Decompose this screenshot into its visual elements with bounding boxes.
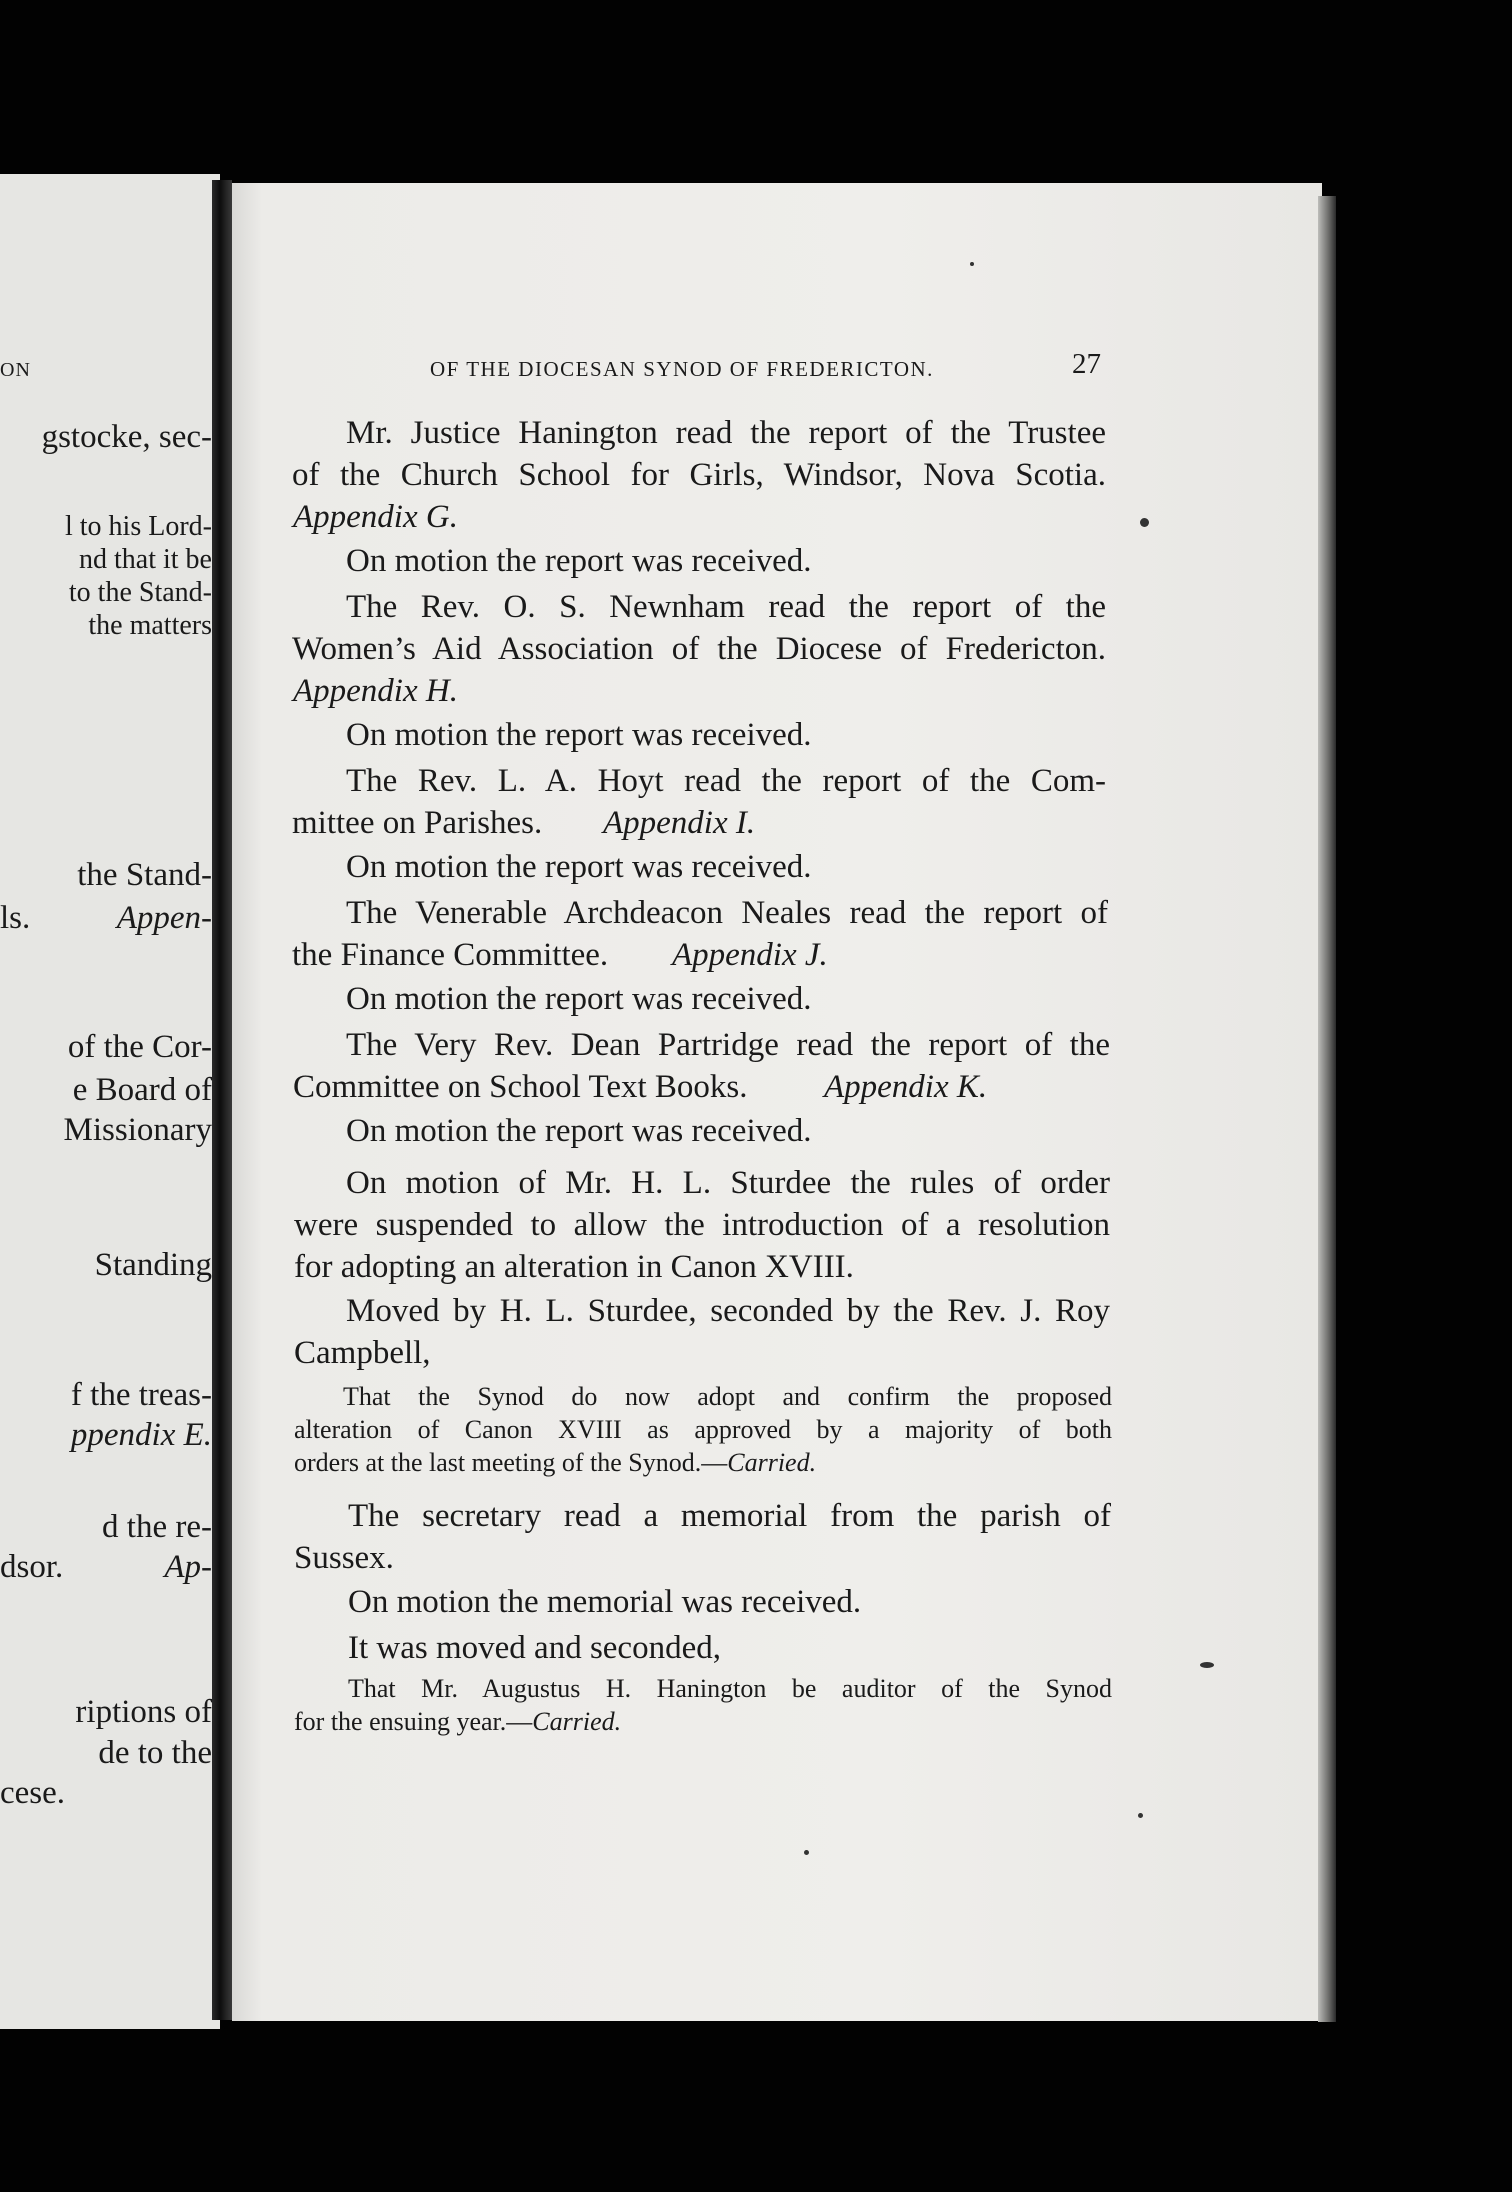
left-line: Standing xyxy=(94,1247,212,1283)
text-line: Mr. Justice Hanington read the report of the Trustee xyxy=(346,415,1106,451)
appendix-ref: Appendix H. xyxy=(293,673,458,709)
text-line: On motion the memorial was received. xyxy=(348,1584,862,1620)
left-page xyxy=(0,174,220,2029)
left-line-italic: Appen- xyxy=(116,900,212,936)
text-line: the Finance Committee. xyxy=(292,937,609,973)
appendix-ref: Appendix I. xyxy=(603,805,756,841)
left-line: nd that it be xyxy=(79,544,212,575)
text-line: The Rev. O. S. Newnham read the report of the xyxy=(346,589,1106,625)
text-line: On motion the report was received. xyxy=(346,981,812,1017)
text-line: Moved by H. L. Sturdee, seconded by the Rev. J. Roy xyxy=(346,1293,1110,1329)
page-number: 27 xyxy=(1072,348,1101,380)
page-edge xyxy=(1318,196,1336,2022)
text-line: Women’s Aid Association of the Diocese of Fredericton. xyxy=(292,631,1106,667)
resolution-line xyxy=(294,1709,621,1735)
text-line xyxy=(603,807,755,840)
resolution-text: orders at the last meeting of the Synod.— xyxy=(294,1448,728,1477)
left-line: the matters xyxy=(88,610,212,641)
appendix-ref: Appendix K. xyxy=(824,1069,988,1105)
text-line: Committee on School Text Books. xyxy=(293,1069,748,1105)
left-line xyxy=(164,1551,212,1584)
left-line: the Stand- xyxy=(77,857,212,893)
text-line: On motion the report was received. xyxy=(346,717,812,753)
text-line: The secretary read a memorial from the parish of xyxy=(348,1498,1111,1534)
resolution-line: alteration of Canon XVIII as approved by a majority of both xyxy=(294,1415,1112,1444)
left-line: f the treas- xyxy=(70,1377,212,1413)
left-line: gstocke, sec- xyxy=(41,419,212,455)
left-line: cese. xyxy=(0,1775,66,1811)
left-line xyxy=(117,902,212,935)
text-line: On motion the report was received. xyxy=(346,543,812,579)
appendix-ref: Appendix G. xyxy=(293,499,458,535)
scan-speck xyxy=(1200,1662,1214,1668)
text-line: On motion the report was received. xyxy=(346,1113,812,1149)
left-line xyxy=(71,1419,212,1452)
left-line: to the Stand- xyxy=(68,577,212,608)
left-running-head: ON xyxy=(0,359,31,381)
running-head: OF THE DIOCESAN SYNOD OF FREDERICTON. xyxy=(430,357,934,381)
text-line xyxy=(293,501,458,534)
resolution-line xyxy=(294,1450,816,1476)
text-line: The Rev. L. A. Hoyt read the report of the Com- xyxy=(346,763,1106,799)
text-line: The Venerable Archdeacon Neales read the report of xyxy=(346,895,1108,931)
left-line: l to his Lord- xyxy=(65,511,212,542)
scan-speck xyxy=(804,1850,809,1855)
left-line: d the re- xyxy=(102,1509,212,1545)
left-line: ls. xyxy=(0,900,31,936)
text-line xyxy=(672,939,828,972)
text-line: for adopting an alteration in Canon XVIII. xyxy=(294,1249,854,1285)
text-line: The Very Rev. Dean Partridge read the report of the xyxy=(346,1027,1110,1063)
scan-speck xyxy=(1138,1813,1143,1818)
text-line xyxy=(293,675,458,708)
left-line: riptions of xyxy=(75,1694,212,1730)
resolution-line: That the Synod do now adopt and confirm the proposed xyxy=(343,1382,1112,1411)
text-line: It was moved and seconded, xyxy=(348,1630,721,1666)
appendix-ref: Appendix J. xyxy=(672,937,828,973)
scan-speck xyxy=(970,262,974,266)
left-line: Missionary xyxy=(63,1112,212,1148)
text-line: were suspended to allow the introduction of a resolution xyxy=(294,1207,1110,1243)
resolution-line: That Mr. Augustus H. Hanington be auditor of the Synod xyxy=(348,1674,1112,1703)
text-line: On motion of Mr. H. L. Sturdee the rules of order xyxy=(346,1165,1110,1201)
carried-label: Carried. xyxy=(727,1448,817,1477)
text-line: On motion the report was received. xyxy=(346,849,812,885)
text-line xyxy=(824,1071,987,1104)
resolution-text: for the ensuing year.— xyxy=(294,1707,533,1736)
text-line: of the Church School for Girls, Windsor, Nova Scotia. xyxy=(292,457,1106,493)
left-line-italic: Ap- xyxy=(164,1549,212,1585)
left-line: de to the xyxy=(98,1735,212,1771)
text-line: mittee on Parishes. xyxy=(292,805,543,841)
text-line: Campbell, xyxy=(294,1335,431,1371)
left-line: dsor. xyxy=(0,1549,64,1585)
left-line: of the Cor- xyxy=(67,1029,212,1065)
scan-speck xyxy=(1140,518,1149,527)
carried-label: Carried. xyxy=(532,1707,622,1736)
text-line: Sussex. xyxy=(294,1540,394,1576)
left-line: e Board of xyxy=(72,1072,212,1108)
left-line-italic: ppendix E. xyxy=(70,1417,212,1453)
book-gutter xyxy=(212,180,232,2020)
